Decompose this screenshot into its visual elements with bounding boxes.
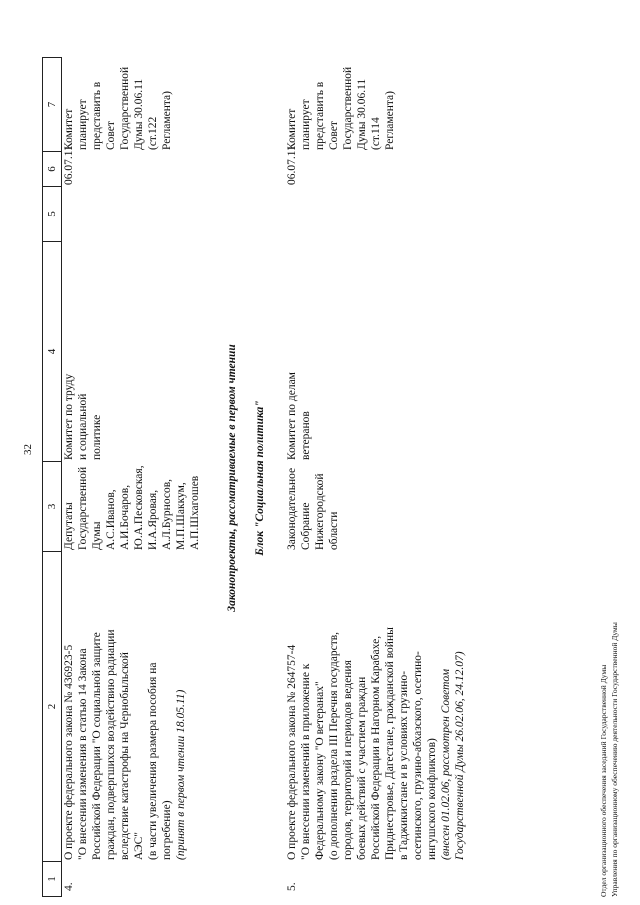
note-line: Государственной: [342, 66, 354, 150]
footer-line: Отдел организационного обеспечения заседаний Государственной Думы: [599, 664, 608, 897]
block-title: Блок "Социальная политика": [254, 400, 266, 556]
bill-title-line: городов, территорий и периодов ведения: [342, 660, 354, 860]
bill-title-line: вследствие катастрофы на Чернобыльской: [119, 652, 131, 860]
bill-title-line: "О внесении изменений в приложение к: [300, 663, 312, 860]
author-line: А.И.Бочаров,: [119, 484, 131, 550]
header-col-4: 4: [43, 241, 61, 461]
note-line: Думы 30.06.11: [133, 78, 145, 150]
header-col-1: 1: [43, 861, 61, 896]
note-line: Думы 30.06.11: [356, 78, 368, 150]
note-line: Комитет планирует: [63, 99, 89, 150]
bill-title-line: АЭС": [133, 832, 145, 860]
note-line: Государственной: [119, 66, 131, 150]
author-line: Ю.А.Песковская,: [133, 465, 145, 550]
author-line: Собрание: [300, 502, 312, 550]
author-line: А.С.Иванов,: [105, 489, 117, 550]
bill-title-line: ингушского конфликтов): [426, 738, 438, 860]
row-number: 5.: [286, 882, 298, 891]
bill-status-note: (принят в первом чтении 18.05.11): [175, 689, 187, 860]
note-line: (ст.114 Регламента): [370, 91, 396, 150]
bill-title-line: граждан, подвергшихся воздействию радиации: [105, 629, 117, 860]
note-line: (ст.122 Регламента): [147, 91, 173, 150]
note-cell: [62, 59, 202, 152]
header-col-7: 7: [46, 101, 58, 108]
bill-title-line: О проекте федерального закона № 264757-4: [286, 644, 298, 860]
bill-title-line: погребение): [161, 800, 173, 860]
author-line: Депутаты: [63, 502, 75, 550]
col5-cell: [62, 187, 202, 242]
note-line: представить в Совет: [91, 81, 117, 150]
responsible-committee: [62, 242, 202, 462]
bill-title-line: О проекте федерального закона № 436923-5: [63, 644, 75, 860]
committee-line: политике: [91, 414, 103, 460]
bill-title-line: Российской Федерации "О социальной защите: [91, 632, 103, 860]
bill-title: [62, 552, 202, 862]
committee-line: Комитет по делам: [286, 372, 298, 460]
note-line: представить в Совет: [314, 81, 340, 150]
bill-title-line: Федеральному закону "О ветеранах": [314, 681, 326, 860]
row-number: 4.: [63, 882, 75, 891]
bill-authors: [285, 462, 467, 552]
author-line: А.Л.Бурносов,: [161, 478, 173, 550]
section-title: Законопроекты, рассматриваемые в первом чтении: [226, 344, 238, 612]
author-line: Думы: [91, 521, 103, 550]
bill-title-line: боевых действий с участием граждан: [356, 676, 368, 860]
date-cell: 06.07.11: [63, 145, 75, 185]
note-cell: [285, 59, 467, 152]
header-col-5: 5: [43, 186, 61, 241]
bill-status-note: Государственной Думы 26.02.06, 24.12.07): [454, 651, 466, 860]
bill-title-line: в Таджикистане и в условиях грузино-: [398, 670, 410, 860]
committee-line: и социальной: [77, 393, 89, 460]
note-line: Комитет планирует: [286, 99, 312, 150]
bill-title-line: осетинского, грузино-абхазского, осетино-: [412, 651, 424, 860]
author-line: области: [328, 511, 340, 550]
bill-title-line: "О внесении изменения в статью 14 Закона: [77, 648, 89, 860]
author-line: Нижегородской: [314, 473, 326, 550]
committee-line: ветеранов: [300, 411, 312, 460]
header-col-3: 3: [43, 461, 61, 551]
header-col-2: 2: [43, 551, 61, 861]
bill-title-line: Приднестровье, Дагестане, гражданской войны: [384, 627, 396, 860]
page-number: 32: [22, 444, 34, 455]
table-row: [285, 59, 467, 897]
table-header: [42, 57, 62, 897]
bill-title: [285, 552, 467, 862]
date-cell: 06.07.11: [286, 145, 298, 185]
header-col-6: 6: [43, 151, 61, 186]
bill-title-line: (в части увеличения размера пособия на: [147, 662, 159, 860]
responsible-committee: [285, 242, 467, 462]
bill-authors: [62, 462, 202, 552]
bill-title-line: Российской Федерации в Нагорном Карабахе,: [370, 635, 382, 860]
author-line: Государственной: [77, 466, 89, 550]
bill-title-line: (о дополнении раздела III Перечня государств,: [328, 631, 340, 860]
col5-cell: [285, 187, 467, 242]
author-line: А.П.Шхагошев: [189, 475, 201, 550]
table-row: [62, 59, 202, 897]
author-line: М.П.Шаккум,: [175, 482, 187, 550]
author-line: И.А.Яровая,: [147, 489, 159, 550]
committee-line: Комитет по труду: [63, 373, 75, 460]
author-line: Законодательное: [286, 467, 298, 550]
footer-line: Управления по организационному обеспечению деятельности Государственной Думы: [610, 622, 619, 897]
bill-status-note: (внесен 01.02.06, рассмотрен Советом: [440, 668, 452, 860]
